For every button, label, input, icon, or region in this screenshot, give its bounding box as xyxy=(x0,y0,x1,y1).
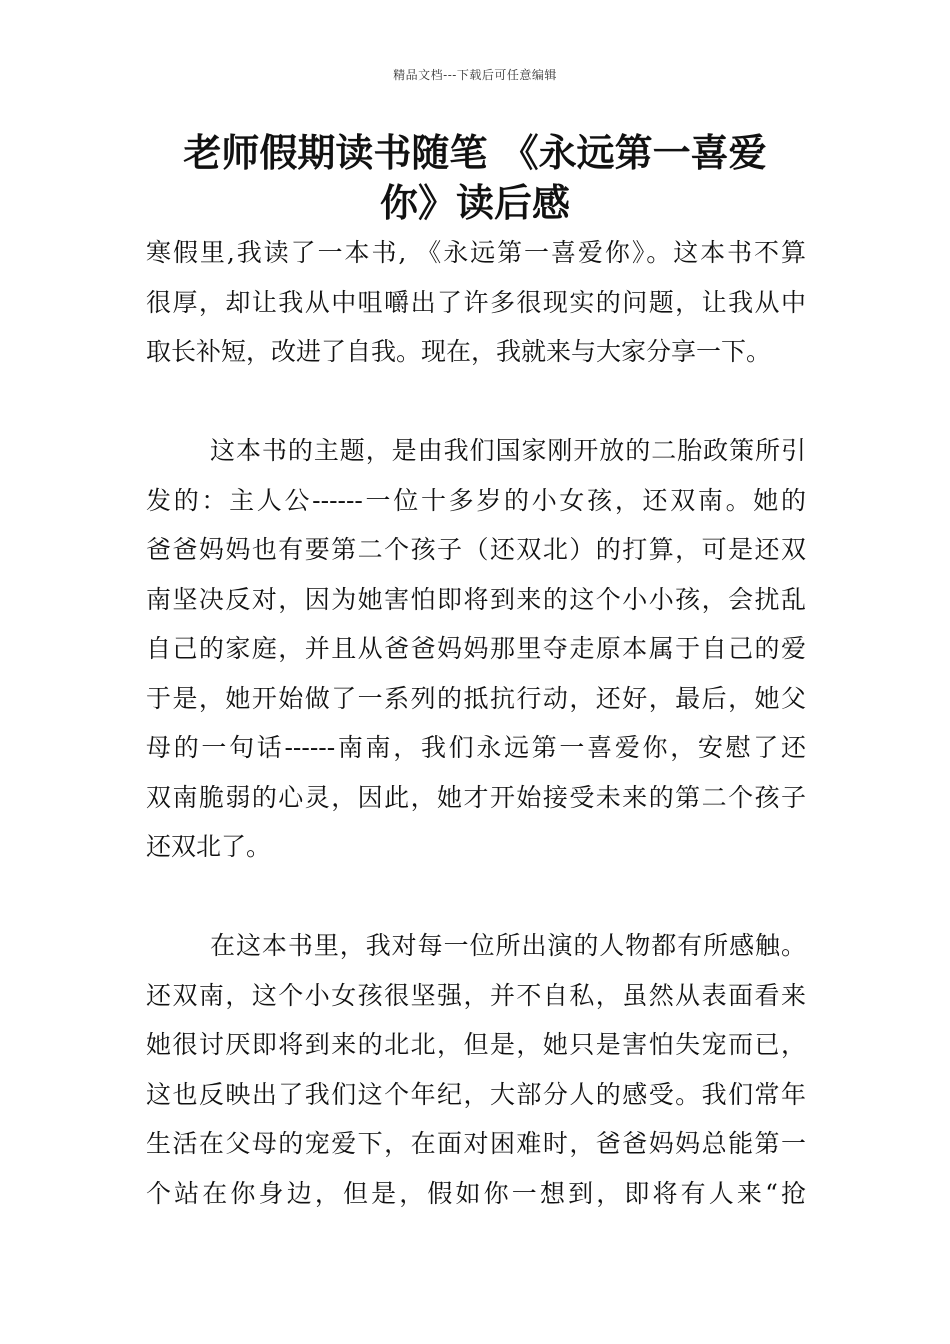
paragraph-spacer xyxy=(146,377,806,427)
text-line: 这也反映出了我们这个年纪，大部分人的感受。我们常年 xyxy=(146,1079,806,1109)
document-title xyxy=(0,128,950,228)
document-body xyxy=(146,228,806,1218)
text-line: 母的一句话------南南，我们永远第一喜爱你，安慰了还 xyxy=(146,733,806,762)
text-line: 南坚决反对，因为她害怕即将到来的这个小小孩，会扰乱 xyxy=(146,584,806,614)
text-line: 双南脆弱的心灵，因此，她才开始接受未来的第二个孩子 xyxy=(146,782,806,812)
text-line: 爸爸妈妈也有要第二个孩子（还双北）的打算，可是还双 xyxy=(146,535,806,564)
text-line: 取长补短，改进了自我。现在，我就来与大家分享一下。 xyxy=(146,337,772,366)
paragraph-spacer xyxy=(146,872,806,922)
text-line: 很厚，却让我从中咀嚼出了许多很现实的问题，让我从中 xyxy=(146,287,806,317)
title-line: 你》读后感 xyxy=(379,181,570,225)
header-note: 精品文档---下载后可任意编辑 xyxy=(393,68,557,82)
text-line: 发的：主人公------一位十多岁的小女孩，还双南。她的 xyxy=(146,485,806,515)
paragraph xyxy=(146,921,806,1218)
text-line: 于是，她开始做了一系列的抵抗行动，还好，最后，她父 xyxy=(146,683,806,713)
text-line: 寒假里,我读了一本书, 《永远第一喜爱你》。这本书不算 xyxy=(146,238,806,267)
text-line: 这本书的主题，是由我们国家刚开放的二胎政策所引 xyxy=(210,436,806,465)
text-line: 自己的家庭，并且从爸爸妈妈那里夺走原本属于自己的爱 xyxy=(146,634,806,663)
text-line: 还双北了。 xyxy=(146,832,272,861)
text-line: 在这本书里，我对每一位所出演的人物都有所感触。 xyxy=(210,931,806,960)
text-line: 她很讨厌即将到来的北北，但是，她只是害怕失宠而已， xyxy=(146,1030,806,1059)
paragraph xyxy=(146,426,806,872)
text-line: 个站在你身边，但是，假如你一想到，即将有人来“抢 xyxy=(146,1178,806,1208)
title-line: 老师假期读书随笔 《永远第一喜爱 xyxy=(183,131,767,175)
text-line: 生活在父母的宠爱下，在面对困难时，爸爸妈妈总能第一 xyxy=(146,1129,806,1158)
paragraph xyxy=(146,228,806,377)
text-line: 还双南，这个小女孩很坚强，并不自私，虽然从表面看来 xyxy=(146,980,806,1010)
